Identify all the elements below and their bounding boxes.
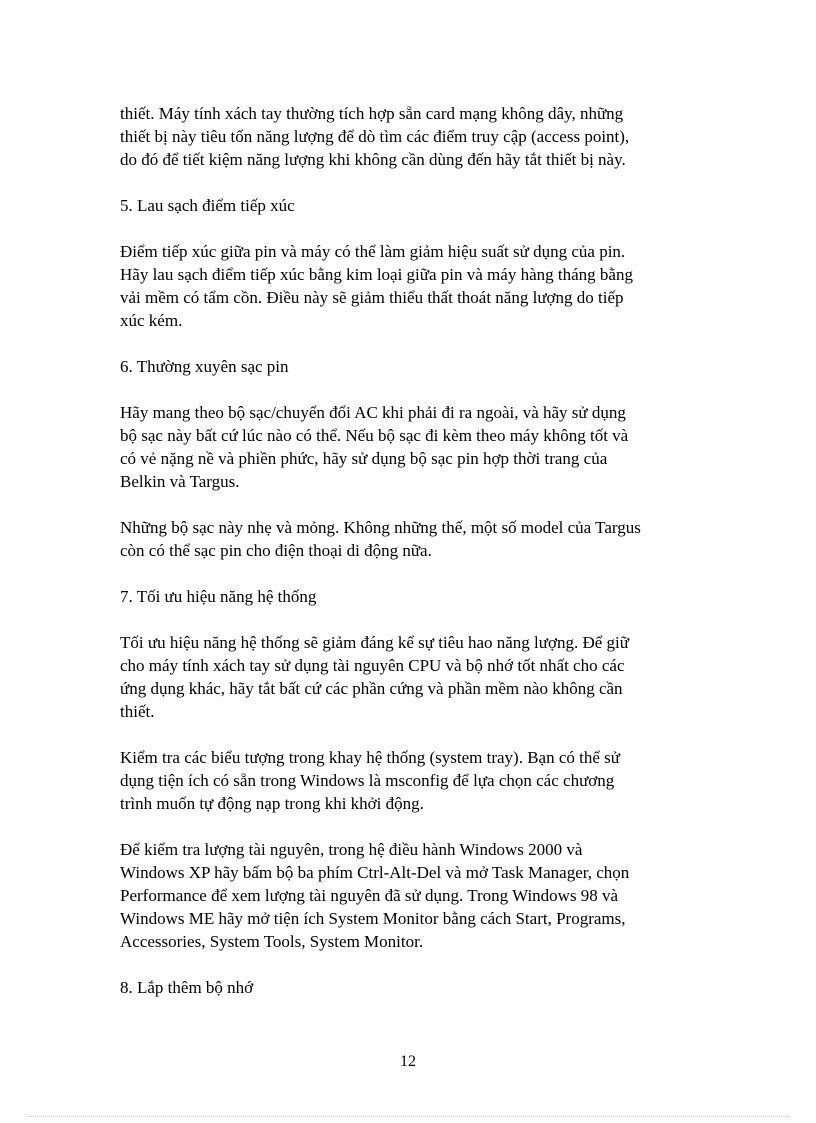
text-line: thiết bị này tiêu tốn năng lượng để dò tìm các điểm truy cập (access point), <box>120 127 630 146</box>
body-paragraph <box>120 240 700 332</box>
body-paragraph <box>120 631 700 723</box>
body-paragraph <box>120 102 700 171</box>
text-line: bộ sạc này bất cứ lúc nào có thể. Nếu bộ sạc đi kèm theo máy không tốt và <box>120 426 629 445</box>
section-heading <box>120 355 700 378</box>
body-paragraph <box>120 516 700 562</box>
text-line: 8. Lắp thêm bộ nhớ <box>120 978 254 997</box>
text-line: có vẻ nặng nề và phiền phức, hãy sử dụng bộ sạc pin hợp thời trang của <box>120 449 608 468</box>
section-heading <box>120 585 700 608</box>
text-line: dụng tiện ích có sẵn trong Windows là msconfig để lựa chọn các chương <box>120 771 615 790</box>
text-line: Hãy mang theo bộ sạc/chuyển đổi AC khi phải đi ra ngoài, và hãy sử dụng <box>120 403 626 422</box>
text-line: Belkin và Targus. <box>120 472 240 491</box>
text-line: Windows XP hãy bấm bộ ba phím Ctrl-Alt-Del và mở Task Manager, chọn <box>120 863 630 882</box>
text-line: 5. Lau sạch điểm tiếp xúc <box>120 196 295 215</box>
text-line: trình muốn tự động nạp trong khi khởi động. <box>120 794 424 813</box>
text-line: vải mềm có tẩm cồn. Điều này sẽ giảm thiểu thất thoát năng lượng do tiếp <box>120 288 624 307</box>
text-line: 7. Tối ưu hiệu năng hệ thống <box>120 587 317 606</box>
text-line: do đó để tiết kiệm năng lượng khi không cần dùng đến hãy tắt thiết bị này. <box>120 150 626 169</box>
text-line: Performance để xem lượng tài nguyên đã sử dụng. Trong Windows 98 và <box>120 886 619 905</box>
text-line: Những bộ sạc này nhẹ và mỏng. Không những thế, một số model của Targus <box>120 518 641 537</box>
text-line: thiết. <box>120 702 155 721</box>
page-number: 12 <box>400 1053 416 1070</box>
text-line: Tối ưu hiệu năng hệ thống sẽ giảm đáng kể sự tiêu hao năng lượng. Để giữ <box>120 633 629 652</box>
text-line: ứng dụng khác, hãy tắt bất cứ các phần cứng và phần mềm nào không cần <box>120 679 623 698</box>
body-paragraph <box>120 838 700 953</box>
text-line: Hãy lau sạch điểm tiếp xúc bằng kim loại giữa pin và máy hàng tháng bằng <box>120 265 633 284</box>
section-heading <box>120 976 700 999</box>
text-line: còn có thể sạc pin cho điện thoại di động nữa. <box>120 541 432 560</box>
text-line: Để kiểm tra lượng tài nguyên, trong hệ điều hành Windows 2000 và <box>120 840 583 859</box>
text-line: Kiểm tra các biểu tượng trong khay hệ thống (system tray). Bạn có thể sử <box>120 748 620 767</box>
body-paragraph <box>120 746 700 815</box>
text-line: Accessories, System Tools, System Monitor. <box>120 932 424 951</box>
text-line: Windows ME hãy mở tiện ích System Monitor bằng cách Start, Programs, <box>120 909 626 928</box>
body-paragraph <box>120 401 700 493</box>
text-line: xúc kém. <box>120 311 183 330</box>
page-bottom-border <box>28 1116 788 1117</box>
text-line: cho máy tính xách tay sử dụng tài nguyên CPU và bộ nhớ tốt nhất cho các <box>120 656 625 675</box>
text-line: thiết. Máy tính xách tay thường tích hợp sẵn card mạng không dây, những <box>120 104 624 123</box>
section-heading <box>120 194 700 217</box>
text-line: Điểm tiếp xúc giữa pin và máy có thể làm giảm hiệu suất sử dụng của pin. <box>120 242 626 261</box>
page-content <box>120 102 700 1022</box>
text-line: 6. Thường xuyên sạc pin <box>120 357 289 376</box>
